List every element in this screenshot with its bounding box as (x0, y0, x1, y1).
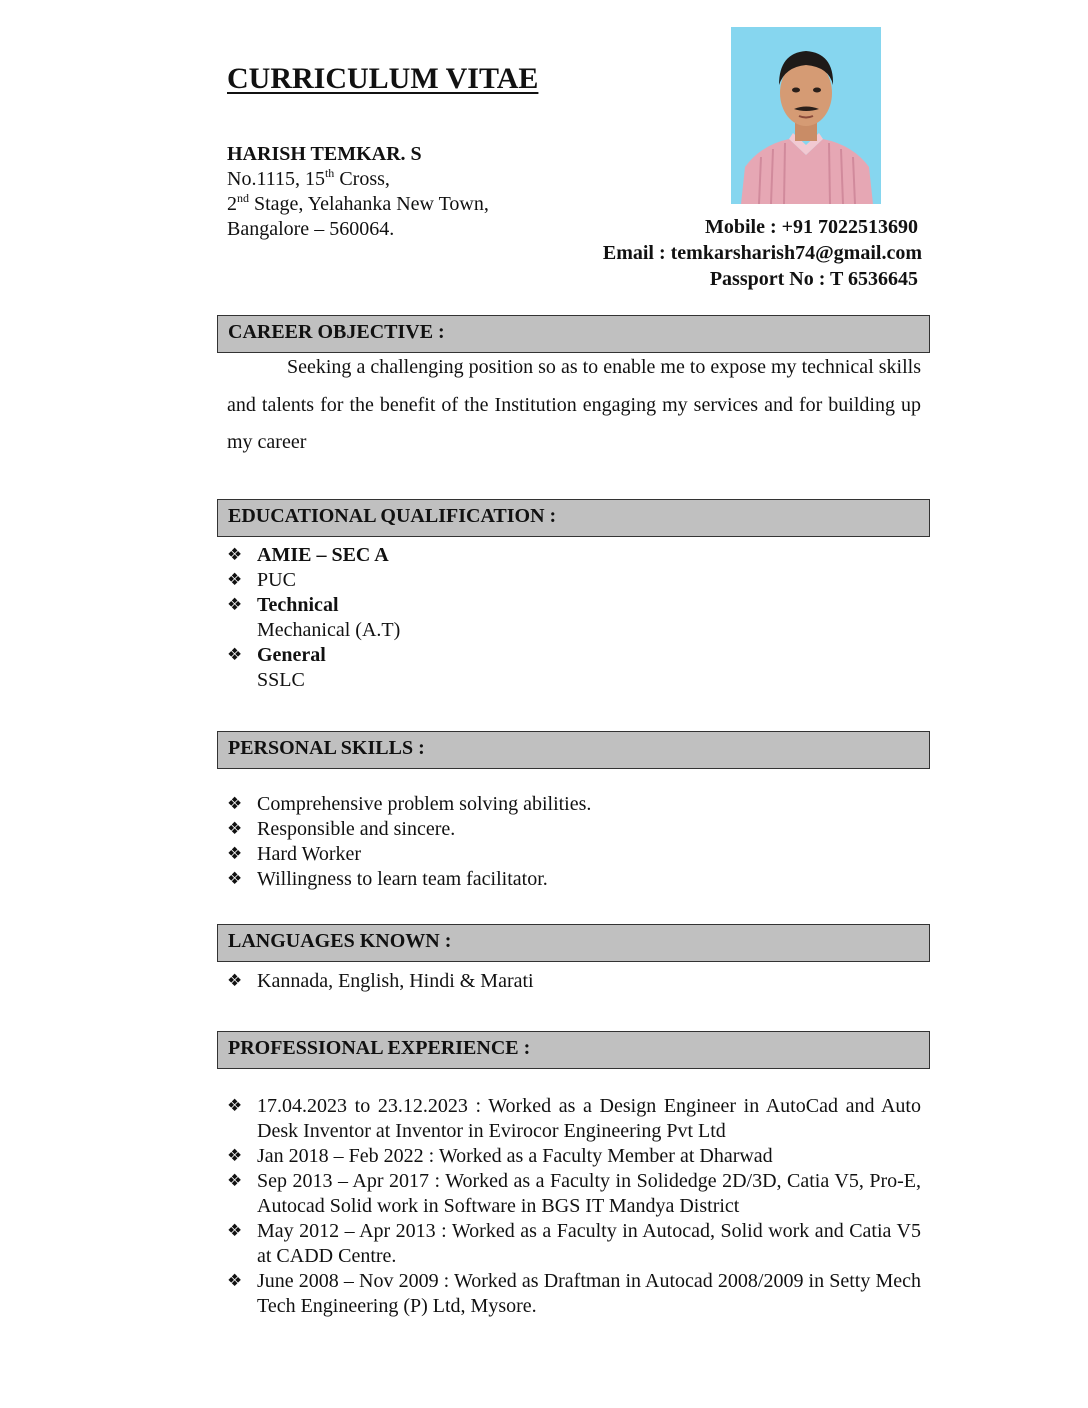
mobile-number: Mobile : +91 7022513690 (704, 216, 918, 238)
list-item: ❖ Hard Worker (227, 843, 362, 865)
education-list (227, 543, 921, 693)
section-heading: PERSONAL SKILLS : (228, 737, 425, 759)
diamond-bullet-icon: ❖ (227, 545, 243, 565)
list-item: ❖ Comprehensive problem solving abilities. (227, 793, 592, 815)
diamond-bullet-icon: ❖ (227, 1221, 243, 1241)
section-heading: PROFESSIONAL EXPERIENCE : (228, 1037, 531, 1059)
list-item: ❖ Kannada, English, Hindi & Marati (227, 970, 534, 992)
address-line-2: 2nd Stage, Yelahanka New Town, (227, 191, 489, 215)
list-item: ❖ May 2012 – Apr 2013 : Worked as a Faculty in Autocad, Solid work and Catia V5 at CADD Centre. (227, 1220, 921, 1267)
list-item: ❖ 17.04.2023 to 23.12.2023 : Worked as a Design Engineer in AutoCad and Auto Desk Inventor at Inventor in Evirocor Engineering Pvt Ltd (227, 1095, 921, 1142)
list-item: ❖ Willingness to learn team facilitator. (227, 868, 548, 890)
diamond-bullet-icon: ❖ (227, 1146, 243, 1166)
section-heading: EDUCATIONAL QUALIFICATION : (228, 505, 557, 527)
section-heading: LANGUAGES KNOWN : (228, 930, 452, 952)
diamond-bullet-icon: ❖ (227, 595, 243, 615)
section-heading: CAREER OBJECTIVE : (228, 321, 445, 343)
section-header-career-objective (217, 315, 930, 353)
address-line-3: Bangalore – 560064. (227, 218, 395, 240)
section-header-personal-skills (217, 731, 930, 769)
list-item: ❖ AMIE – SEC A (227, 544, 389, 566)
address-line-1: No.1115, 15th Cross, (227, 166, 390, 190)
section-header-education (217, 499, 930, 537)
diamond-bullet-icon: ❖ (227, 844, 243, 864)
diamond-bullet-icon: ❖ (227, 971, 243, 991)
diamond-bullet-icon: ❖ (227, 794, 243, 814)
section-header-languages (217, 924, 930, 962)
diamond-bullet-icon: ❖ (227, 645, 243, 665)
list-item: ❖ Technical Mechanical (A.T) (227, 594, 401, 641)
experience-list (227, 1094, 921, 1319)
diamond-bullet-icon: ❖ (227, 1171, 243, 1191)
diamond-bullet-icon: ❖ (227, 570, 243, 590)
list-item: ❖ June 2008 – Nov 2009 : Worked as Draftman in Autocad 2008/2009 in Setty Mech Tech Engineering (P) Ltd, Mysore. (227, 1270, 921, 1317)
profile-photo (731, 27, 881, 204)
diamond-bullet-icon: ❖ (227, 819, 243, 839)
career-objective-text: Seeking a challenging position so as to enable me to expose my technical skills and talents for the benefit of the Institution engaging my services and for building up my career (227, 356, 921, 453)
list-item: ❖ Responsible and sincere. (227, 818, 456, 840)
passport-number: Passport No : T 6536645 (709, 268, 918, 290)
list-item: ❖ Sep 2013 – Apr 2017 : Worked as a Faculty in Solidedge 2D/3D, Catia V5, Pro-E, Autocad Solid work in Software in BGS IT Mandya District (227, 1170, 921, 1217)
list-item: ❖ General SSLC (227, 644, 326, 691)
email-address: Email : temkarsharish74@gmail.com (602, 242, 922, 264)
diamond-bullet-icon: ❖ (227, 1096, 243, 1116)
diamond-bullet-icon: ❖ (227, 869, 243, 889)
diamond-bullet-icon: ❖ (227, 1271, 243, 1291)
document-title: CURRICULUM VITAE (227, 62, 539, 95)
languages-list (227, 969, 921, 994)
section-header-experience (217, 1031, 930, 1069)
person-photo-illustration (731, 27, 881, 204)
list-item: ❖ Jan 2018 – Feb 2022 : Worked as a Faculty Member at Dharwad (227, 1145, 773, 1167)
candidate-name: HARISH TEMKAR. S (227, 143, 422, 165)
personal-skills-list (227, 792, 921, 892)
list-item: ❖ PUC (227, 569, 296, 591)
